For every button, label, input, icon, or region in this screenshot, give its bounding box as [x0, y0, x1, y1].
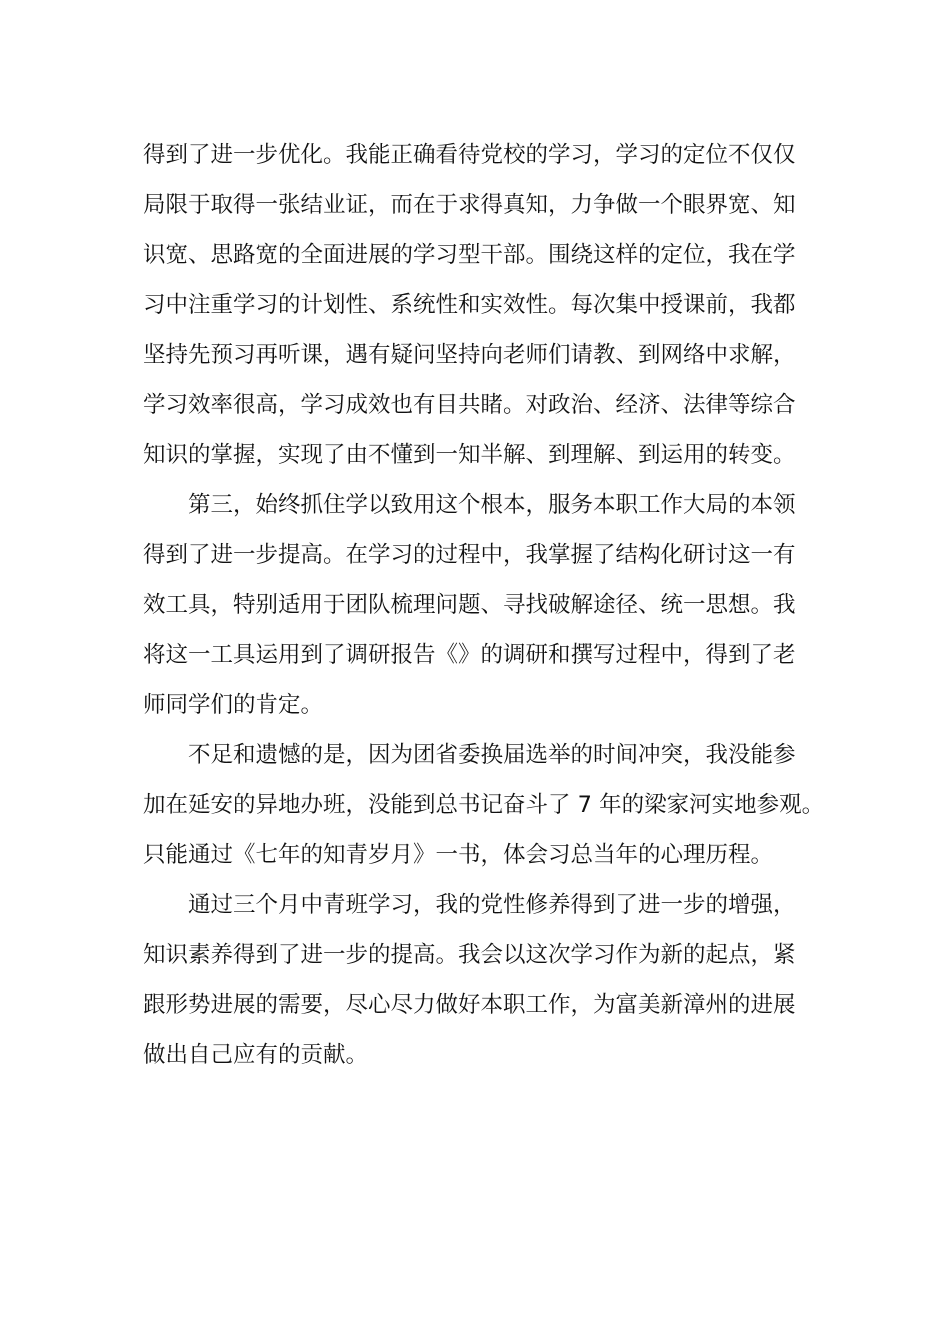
text-line: 学习效率很高，学习成效也有目共睹。对政治、经济、法律等综合: [143, 392, 796, 418]
text-line: 识宽、思路宽的全面进展的学习型干部。围绕这样的定位，我在学: [143, 242, 796, 268]
paragraph-start-line: 通过三个月中青班学习，我的党性修养得到了进一步的增强，: [188, 892, 796, 918]
text-line: 坚持先预习再听课，遇有疑问坚持向老师们请教、到网络中求解，: [143, 342, 796, 368]
text-line: 习中注重学习的计划性、系统性和实效性。每次集中授课前，我都: [143, 292, 796, 318]
text-line: 知识的掌握，实现了由不懂到一知半解、到理解、到运用的转变。: [143, 442, 796, 468]
text-line: 只能通过《七年的知青岁月》一书，体会习总当年的心理历程。: [143, 842, 774, 868]
document-body: [143, 130, 833, 1080]
text-line: 得到了进一步优化。我能正确看待党校的学习，学习的定位不仅仅: [143, 142, 796, 168]
text-line: 加在延安的异地办班，没能到总书记奋斗了 7 年的梁家河实地参观。: [143, 792, 825, 818]
paragraph-start-line: 不足和遗憾的是，因为团省委换届选举的时间冲突，我没能参: [188, 742, 796, 768]
text-line: 知识素养得到了进一步的提高。我会以这次学习作为新的起点，紧: [143, 942, 796, 968]
text-line: 局限于取得一张结业证，而在于求得真知，力争做一个眼界宽、知: [143, 192, 796, 218]
paragraph-start-line: 第三，始终抓住学以致用这个根本，服务本职工作大局的本领: [188, 492, 796, 518]
text-line: 效工具，特别适用于团队梳理问题、寻找破解途径、统一思想。我: [143, 592, 796, 618]
text-line: 将这一工具运用到了调研报告《》的调研和撰写过程中，得到了老: [143, 642, 796, 668]
text-line: 做出自己应有的贡献。: [143, 1042, 369, 1068]
text-line: 跟形势进展的需要，尽心尽力做好本职工作，为富美新漳州的进展: [143, 992, 796, 1018]
text-line: 师同学们的肯定。: [143, 692, 324, 718]
text-line: 得到了进一步提高。在学习的过程中，我掌握了结构化研讨这一有: [143, 542, 796, 568]
